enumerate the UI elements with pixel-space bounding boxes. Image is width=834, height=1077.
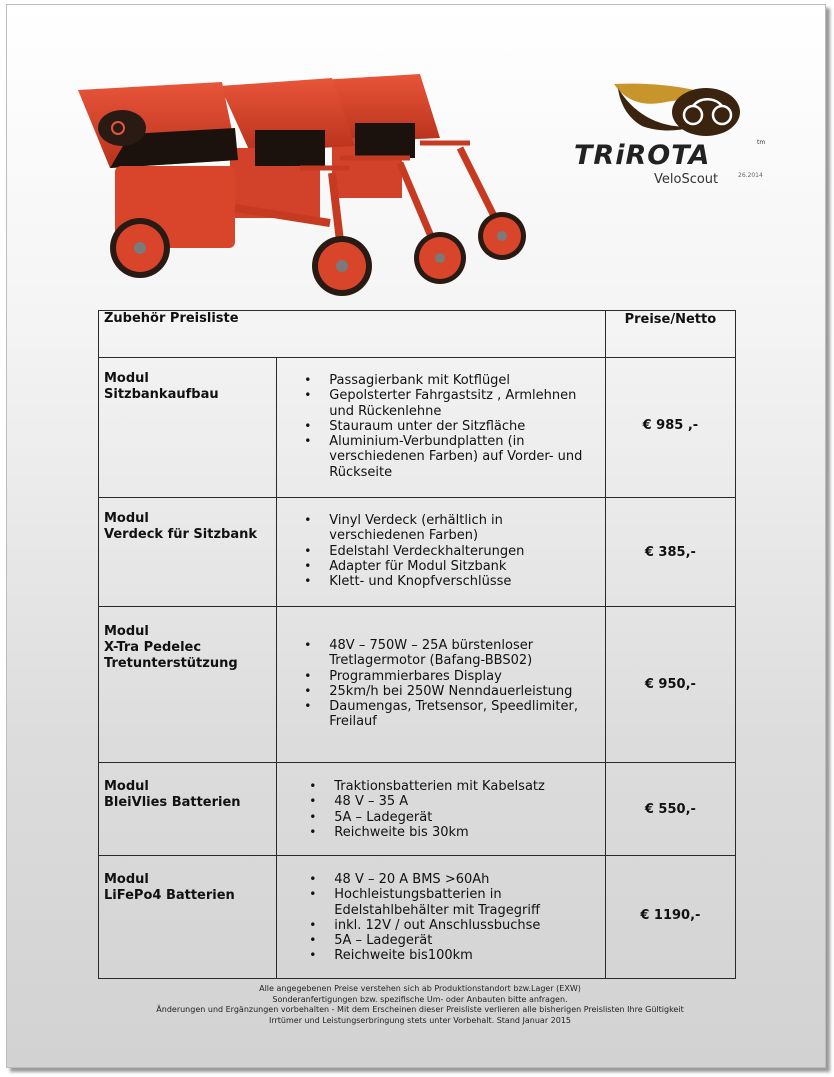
trike-back bbox=[320, 74, 526, 260]
module-label: Modul bbox=[104, 371, 149, 386]
list-item: • 48 V – 20 A BMS >60Ah bbox=[334, 872, 597, 887]
list-item: • 5A – Ladegerät bbox=[334, 933, 597, 948]
list-item: • 48V – 750W – 25A bürstenloser Tretlagermotor (Bafang-BBS02) bbox=[329, 638, 597, 669]
table-header-row bbox=[99, 311, 736, 358]
module-name-cell bbox=[99, 358, 277, 498]
price-cell: € 1190,- bbox=[605, 856, 735, 979]
module-title: X-Tra Pedelec bbox=[104, 640, 202, 655]
list-item: • 25km/h bei 250W Nenndauerleistung bbox=[329, 684, 597, 699]
list-item: • Reichweite bis100km bbox=[334, 948, 597, 963]
module-subtitle: Tretunterstützung bbox=[104, 656, 238, 671]
module-features-cell bbox=[277, 358, 606, 498]
footer-line: Alle angegebenen Preise verstehen sich ab Produktionstandort bzw.Lager (EXW) bbox=[259, 984, 581, 993]
module-features-cell bbox=[277, 498, 606, 607]
list-item: • Klett- und Knopfverschlüsse bbox=[329, 574, 597, 589]
trademark-mark: tm bbox=[757, 139, 766, 146]
list-item: • 5A – Ladegerät bbox=[334, 810, 597, 825]
module-name-cell bbox=[99, 607, 277, 763]
list-item: • Daumengas, Tretsensor, Speedlimiter, Freilauf bbox=[329, 699, 597, 730]
footer-line: Änderungen und Ergänzungen vorbehalten - Mit dem Erscheinen dieser Preisliste verlieren alle bisherigen Preislisten Ihre Gültigkeit bbox=[156, 1005, 684, 1015]
list-item: • Stauraum unter der Sitzfläche bbox=[329, 419, 597, 434]
module-label: Modul bbox=[104, 872, 149, 887]
list-item: • Vinyl Verdeck (erhältlich in verschiedenen Farben) bbox=[329, 513, 597, 544]
product-superscript: 26.2014 bbox=[738, 172, 763, 179]
module-label: Modul bbox=[104, 779, 149, 794]
module-label: Modul bbox=[104, 511, 149, 526]
product-name: VeloScout bbox=[654, 172, 719, 187]
table-row bbox=[99, 856, 736, 979]
footer-line: Irrtümer und Leistungserbringung stets unter Vorbehalt. Stand Januar 2015 bbox=[268, 1016, 572, 1026]
module-features-cell bbox=[277, 763, 606, 856]
module-name-cell bbox=[99, 856, 277, 979]
price-cell: € 985 ,- bbox=[605, 358, 735, 498]
list-item: • Reichweite bis 30km bbox=[334, 825, 597, 840]
module-name-cell bbox=[99, 763, 277, 856]
module-title: BleiVlies Batterien bbox=[104, 795, 241, 810]
velotaxi-product-image bbox=[70, 68, 540, 300]
table-row bbox=[99, 498, 736, 607]
table-row bbox=[99, 763, 736, 856]
brand-name: TRiROTA bbox=[574, 140, 711, 171]
header-price: Preise/Netto bbox=[605, 311, 735, 358]
price-cell: € 950,- bbox=[605, 607, 735, 763]
module-title: Sitzbankaufbau bbox=[104, 387, 219, 402]
module-features-cell bbox=[277, 607, 606, 763]
price-table bbox=[98, 310, 736, 979]
list-item: • Edelstahl Verdeckhalterungen bbox=[329, 544, 597, 559]
price-cell: € 550,- bbox=[605, 763, 735, 856]
table-row bbox=[99, 358, 736, 498]
module-name-cell bbox=[99, 498, 277, 607]
module-title: LiFePo4 Batterien bbox=[104, 888, 235, 903]
list-item: • Programmierbares Display bbox=[329, 669, 597, 684]
list-item: • Aluminium-Verbundplatten (in verschiedenen Farben) auf Vorder- und Rückseite bbox=[329, 434, 597, 480]
list-item: • Traktionsbatterien mit Kabelsatz bbox=[334, 779, 597, 794]
list-item: • 48 V – 35 A bbox=[334, 794, 597, 809]
list-item: • Passagierbank mit Kotflügel bbox=[329, 373, 597, 388]
header-title: Zubehör Preisliste bbox=[99, 311, 606, 358]
module-label: Modul bbox=[104, 624, 149, 639]
table-row bbox=[99, 607, 736, 763]
list-item: • inkl. 12V / out Anschlussbuchse bbox=[334, 918, 597, 933]
list-item: • Adapter für Modul Sitzbank bbox=[329, 559, 597, 574]
list-item: • Gepolsterter Fahrgastsitz , Armlehnen und Rückenlehne bbox=[329, 388, 597, 419]
module-title: Verdeck für Sitzbank bbox=[104, 527, 258, 542]
module-features-cell bbox=[277, 856, 606, 979]
price-cell: € 385,- bbox=[605, 498, 735, 607]
footer-notes bbox=[100, 984, 740, 1027]
list-item: • Hochleistungsbatterien in Edelstahlbehälter mit Tragegriff bbox=[334, 887, 597, 918]
footer-line: Sonderanfertigungen bzw. spezifische Um- oder Anbauten bitte anfragen. bbox=[272, 994, 568, 1004]
